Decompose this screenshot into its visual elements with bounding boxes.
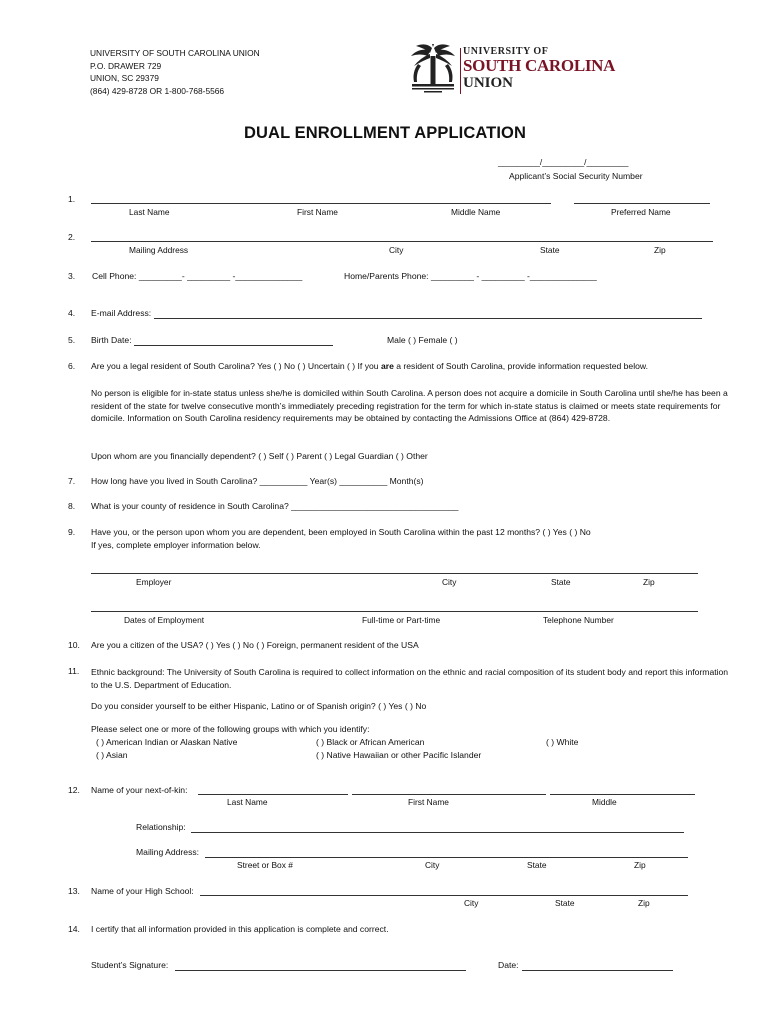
email-field[interactable] xyxy=(154,318,702,319)
high-school-field[interactable] xyxy=(200,895,688,896)
mailing-address-field[interactable] xyxy=(91,241,713,242)
relationship-field[interactable] xyxy=(191,832,684,833)
ssn-field[interactable]: _________/_________/_________ xyxy=(498,157,629,167)
field-label: State xyxy=(555,898,575,908)
ethnic-background-text: Ethnic background: The University of South Carolina is required to collect information on the ethnic and racial composition of its student body and report this information to the U.S. Department of Education. xyxy=(91,667,729,690)
question-number: 8. xyxy=(68,501,76,511)
question-number: 3. xyxy=(68,271,76,281)
preferred-name-field[interactable] xyxy=(574,203,710,204)
race-option[interactable]: ( ) Black or African American xyxy=(316,737,425,747)
birth-date-field[interactable] xyxy=(134,345,333,346)
field-label: Dates of Employment xyxy=(124,615,205,625)
dependency-question[interactable]: Upon whom are you financially dependent? ( ) Self ( ) Parent ( ) Legal Guardian ( ) Other xyxy=(91,451,428,461)
text-part: a resident of South Carolina, provide information requested below. xyxy=(393,361,649,371)
field-label: Last Name xyxy=(129,207,170,217)
employment-details-field[interactable] xyxy=(91,611,698,612)
race-option[interactable]: ( ) Native Hawaiian or other Pacific Islander xyxy=(316,750,482,760)
residency-question[interactable] xyxy=(91,361,648,372)
kin-last-name-field[interactable] xyxy=(198,794,348,795)
name-field[interactable] xyxy=(91,203,551,204)
kin-mailing-field[interactable] xyxy=(205,857,688,858)
question-number: 14. xyxy=(68,924,80,934)
signature-field[interactable] xyxy=(175,970,466,971)
wordmark-line: UNIVERSITY OF xyxy=(463,46,549,57)
date-label: Date: xyxy=(498,960,519,970)
cell-phone-field[interactable]: Cell Phone: _________- _________ -______________ xyxy=(92,271,303,281)
field-label: City xyxy=(425,860,440,870)
field-label: Last Name xyxy=(227,797,268,807)
citizenship-question[interactable]: Are you a citizen of the USA? ( ) Yes ( ) No ( ) Foreign, permanent resident of the USA xyxy=(91,640,419,650)
field-label: City xyxy=(389,245,404,255)
field-label: Telephone Number xyxy=(543,615,614,625)
question-number: 7. xyxy=(68,476,76,486)
county-field[interactable]: What is your county of residence in South Carolina? ___________________________________ xyxy=(91,501,459,511)
text-part: Are you a legal resident of South Carolina? Yes ( ) No ( ) Uncertain ( ) If you xyxy=(91,361,381,371)
sex-options[interactable]: Male ( ) Female ( ) xyxy=(387,335,458,345)
field-label: Zip xyxy=(638,898,650,908)
kin-mailing-label: Mailing Address: xyxy=(136,847,200,857)
wordmark-line: SOUTH CAROLINA xyxy=(463,56,616,75)
question-number: 2. xyxy=(68,232,76,242)
field-label: City xyxy=(442,577,457,587)
email-label: E-mail Address: xyxy=(91,308,152,318)
address-line: UNIVERSITY OF SOUTH CAROLINA UNION xyxy=(90,48,260,58)
field-label: Zip xyxy=(654,245,666,255)
address-line: (864) 429-8728 OR 1-800-768-5566 xyxy=(90,85,225,96)
employment-note: If yes, complete employer information below. xyxy=(91,540,261,550)
race-option[interactable]: ( ) Asian xyxy=(96,750,128,760)
hispanic-question[interactable]: Do you consider yourself to be either Hispanic, Latino or of Spanish origin? ( ) Yes ( ) No xyxy=(91,701,427,711)
address-line: UNION, SC 29379 xyxy=(90,73,159,83)
kin-first-name-field[interactable] xyxy=(352,794,546,795)
field-label: State xyxy=(551,577,571,587)
field-label: City xyxy=(464,898,479,908)
date-field[interactable] xyxy=(522,970,673,971)
field-label: First Name xyxy=(297,207,338,217)
text-part: are xyxy=(380,361,394,371)
question-number: 9. xyxy=(68,527,76,537)
field-label: Employer xyxy=(136,577,172,587)
question-number: 5. xyxy=(68,335,76,345)
question-number: 13. xyxy=(68,886,80,896)
field-label: Middle Name xyxy=(451,207,501,217)
relationship-label: Relationship: xyxy=(136,822,186,832)
kin-middle-name-field[interactable] xyxy=(550,794,695,795)
employment-question[interactable]: Have you, or the person upon whom you are dependent, been employed in South Carolina within the past 12 months? ( ) Yes ( ) No xyxy=(91,527,591,537)
field-label: Zip xyxy=(643,577,655,587)
university-wordmark xyxy=(463,46,615,91)
question-number: 11. xyxy=(68,666,80,676)
ssn-label: Applicant’s Social Security Number xyxy=(509,171,643,181)
address-line: P.O. DRAWER 729 xyxy=(90,60,162,71)
field-label: Full-time or Part-time xyxy=(362,615,441,625)
field-label: Mailing Address xyxy=(129,245,189,255)
race-select-prompt: Please select one or more of the following groups with which you identify: xyxy=(91,724,370,734)
birth-date-label: Birth Date: xyxy=(91,335,132,345)
question-number: 6. xyxy=(68,361,76,371)
field-label: Preferred Name xyxy=(611,207,671,217)
next-of-kin-label: Name of your next-of-kin: xyxy=(91,785,188,795)
home-phone-field[interactable]: Home/Parents Phone: _________ - _________ -______________ xyxy=(344,271,597,281)
field-label: State xyxy=(540,245,560,255)
page-title: DUAL ENROLLMENT APPLICATION xyxy=(244,124,526,142)
high-school-label: Name of your High School: xyxy=(91,886,194,896)
question-number: 10. xyxy=(68,640,80,650)
employer-field[interactable] xyxy=(91,573,698,574)
certification-text: I certify that all information provided in this application is complete and correct. xyxy=(91,924,389,934)
question-number: 12. xyxy=(68,785,80,795)
field-label: Middle xyxy=(592,797,617,807)
residency-paragraph: No person is eligible for in-state status unless she/he is domiciled within South Carolina. A person does not acquire a domicile in South Carolina until she/he has been a resident of the state for twelve consecutive month’s immediately preceding registration for the term for which in-state status is claimed or meets state requirements for domicile. Information on South Carolina residency requirements may be obtained by contacting the Admissions Office at (864) 429-8728. xyxy=(91,388,728,423)
address-block xyxy=(90,47,260,97)
field-label: Street or Box # xyxy=(237,860,293,870)
race-option[interactable]: ( ) American Indian or Alaskan Native xyxy=(96,737,238,747)
wordmark-line: UNION xyxy=(463,75,514,91)
signature-label: Student’s Signature: xyxy=(91,960,169,970)
field-label: State xyxy=(527,860,547,870)
question-number: 4. xyxy=(68,308,76,318)
residency-duration-field[interactable]: How long have you lived in South Carolina? __________ Year(s) __________ Month(s) xyxy=(91,476,424,486)
field-label: First Name xyxy=(408,797,449,807)
race-option[interactable]: ( ) White xyxy=(546,737,579,747)
question-number: 1. xyxy=(68,194,76,204)
field-label: Zip xyxy=(634,860,646,870)
